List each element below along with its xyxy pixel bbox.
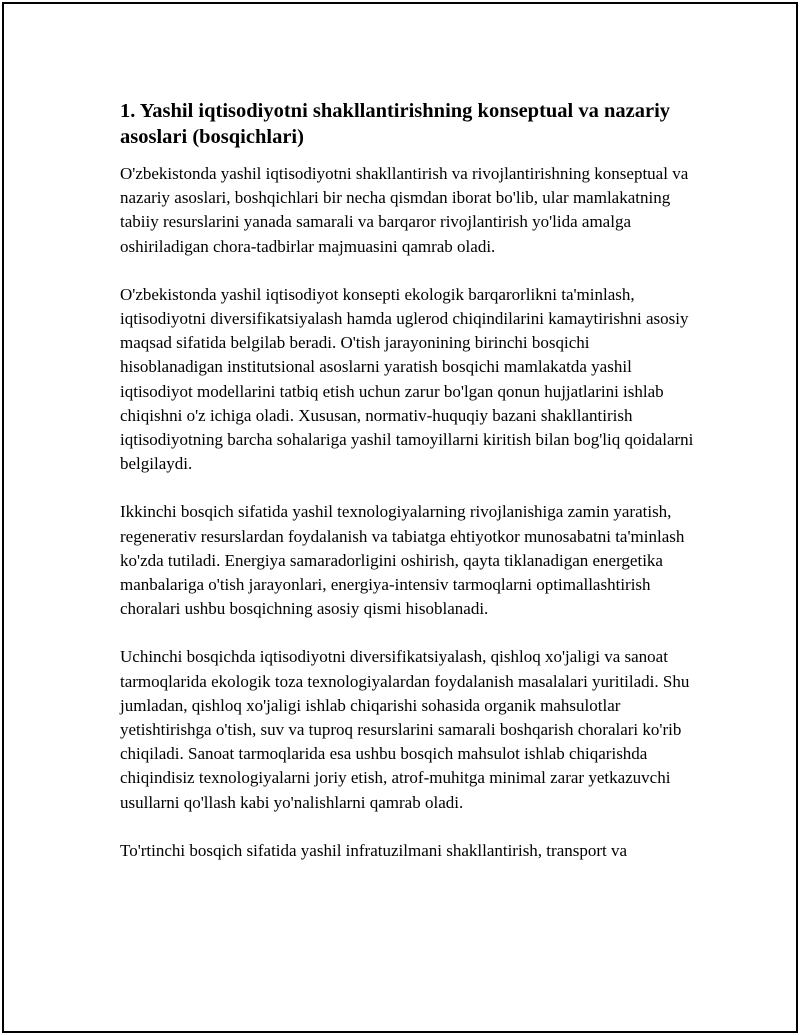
paragraph-fourth-stage: To'rtinchi bosqich sifatida yashil infratuzilmani shakllantirish, transport va — [120, 840, 628, 860]
paragraph-second-stage: Ikkinchi bosqich sifatida yashil texnologiyalarning rivojlanishiga zamin yaratish, regenerativ resurslardan foydalanish va tabiatga ehtiyotkor munosabatni ta'minlash ko'zda tutiladi. Energiya samaradorligini oshirish, qayta tiklanadigan energetika manbalariga o'tish jarayonlari, energiya-intensiv tarmoqlarni optimallashtirish choralari ushbu bosqichning asosiy qismi hisoblanadi. — [120, 502, 685, 619]
paragraph-intro: O'zbekistonda yashil iqtisodiyotni shakllantirish va rivojlantirishning konseptual va nazariy asoslari, boshqichlari bir necha qismdan iborat bo'lib, ular mamlakatning tabiiy resurslarini yanada samarali va barqaror rivojlantirish yo'lida amalga oshiriladigan chora-tadbirlar majmuasini qamrab oladi. — [120, 164, 689, 256]
document-body — [120, 98, 694, 887]
document-page — [2, 2, 798, 1033]
section-heading: 1. Yashil iqtisodiyotni shakllantirishning konseptual va nazariy asoslari (bosqichlari) — [120, 100, 671, 148]
paragraph-first-stage: O'zbekistonda yashil iqtisodiyot konsepti ekologik barqarorlikni ta'minlash, iqtisodiyotni diversifikatsiyalash hamda uglerod chiqindilarini kamaytirishni asosiy maqsad sifatida belgilab beradi. O'tish jarayonining birinchi bosqichi hisoblanadigan institutsional asoslarni yaratish bosqichi mamlakatda yashil iqtisodiyot modellarini tatbiq etish uchun zarur bo'lgan qonun hujjatlarini ishlab chiqishni o'z ichiga oladi. Xususan, normativ-huquqiy bazani shakllantirish iqtisodiyotning barcha sohalariga yashil tamoyillarni kiritish bilan bog'liq qoidalarni belgilaydi. — [120, 284, 694, 474]
paragraph-third-stage: Uchinchi bosqichda iqtisodiyotni diversifikatsiyalash, qishloq xo'jaligi va sanoat tarmoqlarida ekologik toza texnologiyalardan foydalanish masalalari yuritiladi. Shu jumladan, qishloq xo'jaligi ishlab chiqarishi sohasida organik mahsulotlar yetishtirishga o'tish, suv va tuproq resurslarini samarali boshqarish choralari ko'rib chiqiladi. Sanoat tarmoqlarida esa ushbu bosqich mahsulot ishlab chiqarishda chiqindisiz texnologiyalarni joriy etish, atrof-muhitga minimal zarar yetkazuvchi usullarni qo'llash kabi yo'nalishlarni qamrab oladi. — [120, 647, 690, 812]
